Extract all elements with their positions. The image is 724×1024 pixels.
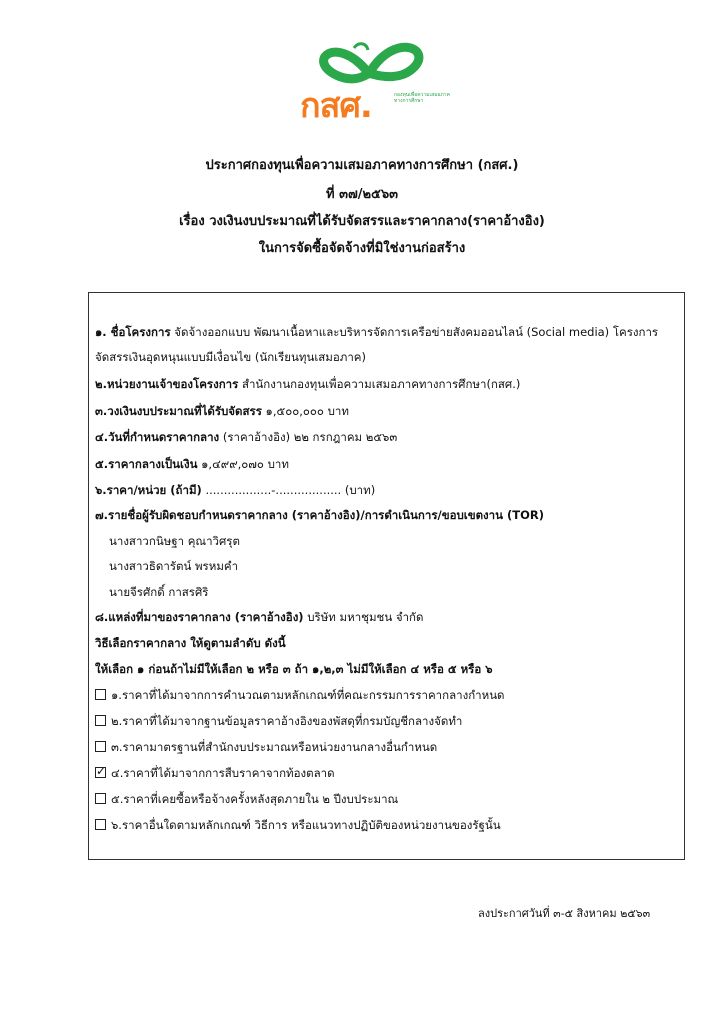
announcement-date: ลงประกาศวันที่ ๓-๕ สิงหาคม ๒๕๖๓ (478, 907, 651, 920)
date-label: ๔.วันที่กำหนดราคากลาง (95, 430, 220, 444)
option-checkbox[interactable] (95, 819, 106, 830)
date-value: (ราคาอ้างอิง) ๒๒ กรกฎาคม ๒๕๖๓ (219, 430, 398, 444)
option-row[interactable] (95, 687, 505, 705)
committee-member: นางสาวกนิษฐา คุณาวิศรุต (109, 534, 240, 548)
owner-label: ๒.หน่วยงานเจ้าของโครงการ (95, 377, 239, 391)
price-row (95, 456, 289, 474)
price-value: ๑,๔๙๙,๐๗๐ บาท (197, 457, 289, 471)
option-label: ๓.ราคามาตรฐานที่สำนักงบประมาณหรือหน่วยงานกลางอื่นกำหนด (111, 740, 438, 754)
option-label: ๑.ราคาที่ได้มาจากการคำนวณตามหลักเกณฑ์ที่คณะกรรมการราคากลางกำหนด (111, 688, 505, 702)
logo-tagline: กองทุนเพื่อความเสมอภาคทางการศึกษา (394, 92, 450, 104)
announcement-subject-line2: ในการจัดซื้อจัดจ้างที่มิใช่งานก่อสร้าง (258, 241, 466, 256)
option-label: ๕.ราคาที่เคยซื้อหรือจ้างครั้งหลังสุดภายใน ๒ ปีงบประมาณ (111, 792, 399, 806)
announcement-subject: เรื่อง วงเงินงบประมาณที่ได้รับจัดสรรและราคากลาง(ราคาอ้างอิง) (179, 214, 545, 229)
source-row (95, 609, 423, 627)
method-rule: ให้เลือก ๑ ก่อนถ้าไม่มีให้เลือก ๒ หรือ ๓ ถ้า ๑,๒,๓ ไม่มีให้เลือก ๔ หรือ ๕ หรือ ๖ (95, 662, 493, 676)
option-label: ๔.ราคาที่ได้มาจากการสืบราคาจากท้องตลาด (111, 766, 335, 780)
option-checkbox-checked[interactable] (95, 767, 106, 778)
committee-member: นางสาวธิดารัตน์ พรหมคำ (109, 559, 239, 573)
project-label: ๑. ชื่อโครงการ (95, 325, 171, 339)
option-checkbox[interactable] (95, 741, 106, 752)
logo-text: กสศ. (300, 86, 372, 126)
announcement-number: ที่ ๓๗/๒๕๖๓ (325, 187, 399, 202)
budget-row (95, 403, 349, 421)
project-row (95, 324, 658, 342)
option-row[interactable] (95, 765, 335, 783)
owner-value: สำนักงานกองทุนเพื่อความเสมอภาคทางการศึกษา(กสศ.) (238, 377, 521, 391)
option-checkbox[interactable] (95, 689, 106, 700)
committee-row (95, 507, 544, 525)
committee-label: ๗.รายชื่อผู้รับผิดชอบกำหนดราคากลาง (ราคาอ้างอิง)/การดำเนินการ/ขอบเขตงาน (TOR) (95, 508, 544, 522)
option-row[interactable] (95, 713, 462, 731)
option-label: ๖.ราคาอื่นใดตามหลักเกณฑ์ วิธีการ หรือแนวทางปฏิบัติของหน่วยงานของรัฐนั้น (111, 818, 501, 832)
announcement-title: ประกาศกองทุนเพื่อความเสมอภาคทางการศึกษา (กสศ.) (205, 158, 519, 173)
unit-row (95, 482, 375, 500)
project-value: จัดจ้างออกแบบ พัฒนาเนื้อหาและบริหารจัดการเครือข่ายสังคมออนไลน์ (Social media) โครงการ (170, 325, 659, 339)
method-title: วิธีเลือกราคากลาง ให้ดูตามลำดับ ดังนี้ (95, 636, 286, 650)
date-row (95, 429, 397, 447)
budget-label: ๓.วงเงินงบประมาณที่ได้รับจัดสรร (95, 404, 262, 418)
option-checkbox[interactable] (95, 715, 106, 726)
project-value-2: จัดสรรเงินอุดหนุนแบบมีเงื่อนไข (นักเรียนทุนเสมอภาค) (95, 350, 366, 364)
unit-value: ..................-.................. (บาท) (201, 483, 376, 497)
price-label: ๕.ราคากลางเป็นเงิน (95, 457, 198, 471)
budget-value: ๑,๕๐๐,๐๐๐ บาท (261, 404, 349, 418)
option-row[interactable] (95, 739, 437, 757)
source-label: ๘.แหล่งที่มาของราคากลาง (ราคาอ้างอิง) (95, 610, 304, 624)
option-row[interactable] (95, 791, 398, 809)
owner-row (95, 376, 520, 394)
committee-member: นายจีรศักดิ์ กาสรศิริ (109, 585, 209, 599)
project-row-2 (95, 349, 366, 367)
unit-label: ๖.ราคา/หน่วย (ถ้ามี) (95, 483, 202, 497)
source-value: บริษัท มหาชุมชน จำกัด (303, 610, 424, 624)
option-row[interactable] (95, 817, 501, 835)
option-checkbox[interactable] (95, 793, 106, 804)
option-label: ๒.ราคาที่ได้มาจากฐานข้อมูลราคาอ้างอิงของพัสดุที่กรมบัญชีกลางจัดทำ (111, 714, 463, 728)
